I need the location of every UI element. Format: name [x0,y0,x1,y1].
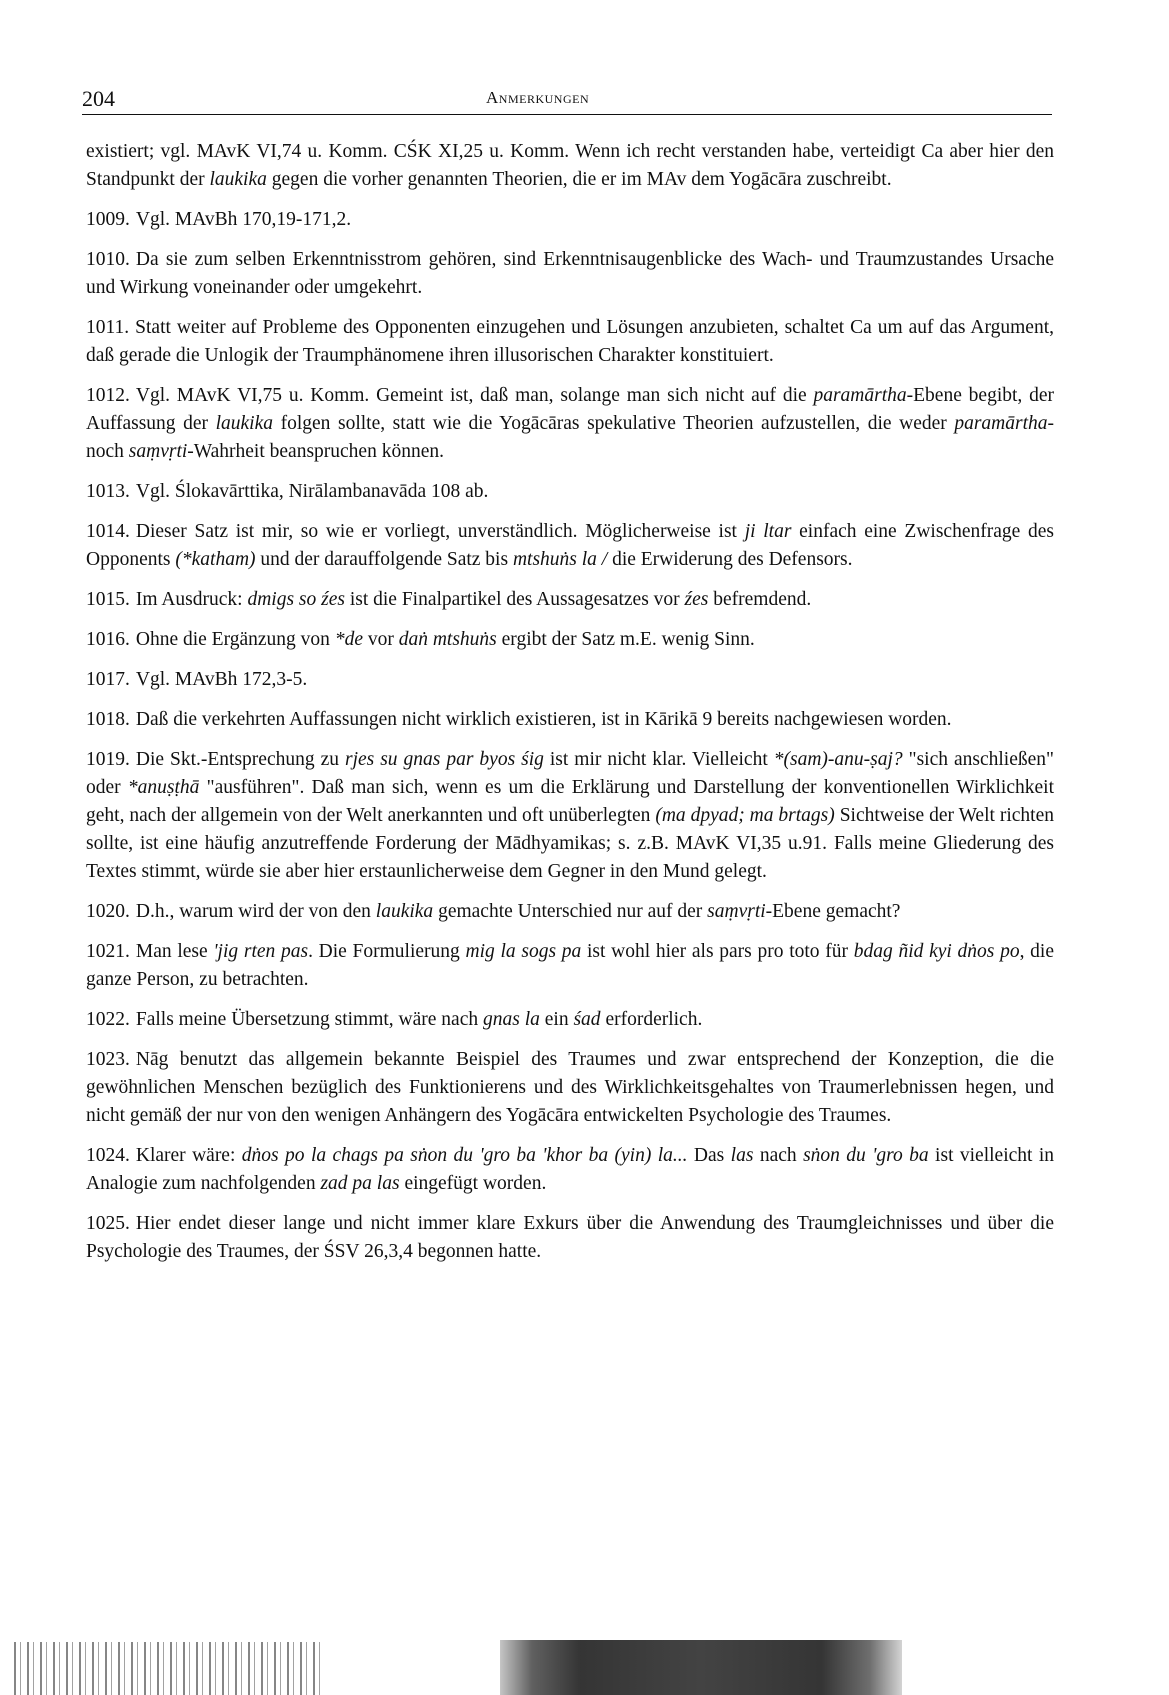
endnote-number: 1017. [86,669,130,690]
endnote [86,938,1054,994]
endnote-text: Ohne die Ergänzung von [135,629,335,650]
endnote-number: 1025. [86,1213,130,1234]
endnote-term: daṅ mtshuṅs [398,629,497,650]
endnote-text: "sich anschließen" oder [86,749,1054,798]
endnote-text: , die ganze Person, zu betrachten. [86,941,1054,990]
endnote-term: paramārtha [813,385,907,406]
endnote-number: 1012. [86,385,130,406]
endnote-term: mtshuṅs la / [512,549,608,570]
endnote-term: sṅon du 'gro ba [803,1145,929,1166]
endnote-number: 1023. [86,1049,130,1070]
endnote-text: ist wohl hier als pars pro toto für [581,941,854,962]
endnote-text: einfach eine Zwischenfrage des Opponents [86,521,1054,570]
endnote-term: laukika [209,169,267,190]
endnote [86,898,1054,926]
endnotes-list [86,138,1054,1278]
endnote-text: Die Skt.-Entsprechung zu [135,749,345,770]
endnote-text: Vgl. MAvBh 170,19-171,2. [135,209,352,230]
endnote-term: (*katham) [175,549,256,570]
endnote-text: Da sie zum selben Erkenntnisstrom gehören, sind Erkenntnisaugenblicke des Wach- und Traumzustandes Ursache und Wirkung voneinander oder umgekehrt. [86,249,1054,298]
endnote [86,1142,1054,1198]
endnote-number: 1024. [86,1145,130,1166]
endnote-number: 1021. [86,941,130,962]
endnote-number: 1020. [86,901,130,922]
endnote-text: Nāg benutzt das allgemein bekannte Beispiel des Traumes und zwar entsprechend der Konzeption, die die gewöhnlichen Menschen bezüglich des Funktionierens und des Wirklichkeitsgehaltes von Traumerlebnissen hegen, und nicht gemäß der nur von den wenigen Anhängern des Yogācāra entwickelten Psychologie des Traumes. [86,1049,1054,1126]
endnote-text: Das [687,1145,731,1166]
scan-artifacts [0,1630,1169,1695]
endnote-text: Man lese [135,941,214,962]
endnote-term: saṃvṛti [707,901,766,922]
endnote-term: *de [334,629,363,650]
endnote-term: (ma dpyad; ma brtags) [655,805,835,826]
endnote-number: 1018. [86,709,130,730]
endnote-text: nach [753,1145,804,1166]
endnote-term: rjes su gnas par byos śig [344,749,544,770]
endnote-text: ist vielleicht in Analogie zum nachfolgenden [86,1145,1055,1194]
endnote-text: -Wahrheit beanspruchen können. [187,441,444,462]
endnote-text: vor [362,629,399,650]
endnote-number: 1010. [86,249,130,270]
endnote-term: paramārtha- [954,413,1054,434]
endnote [86,1210,1054,1266]
endnote-text: . Die Formulierung [308,941,466,962]
endnote-text: noch [86,441,129,462]
endnote-text: Hier endet dieser lange und nicht immer klare Exkurs über die Anwendung des Traumgleichnisses und über die Psychologie des Traumes, der ŚSV 26,3,4 begonnen hatte. [86,1213,1054,1262]
endnote [86,626,1054,654]
endnote-text: Vgl. MAvBh 172,3-5. [135,669,308,690]
endnote-term: 'jig rten pas [213,941,309,962]
endnote-number: 1015. [86,589,130,610]
endnote-text: ein [539,1009,574,1030]
endnote [86,746,1054,886]
endnote [86,586,1054,614]
endnote-term: ji ltar [744,521,792,542]
endnote-term: saṃvṛti [128,441,188,462]
endnote-text: Im Ausdruck: [135,589,248,610]
endnote-term: las [730,1145,754,1166]
endnote [86,382,1054,466]
endnote [86,138,1054,194]
endnote-number: 1013. [86,481,130,502]
endnote-text: ergibt der Satz m.E. wenig Sinn. [496,629,755,650]
endnote-text: Daß die verkehrten Auffassungen nicht wirklich existieren, ist in Kārikā 9 bereits nachgewiesen worden. [135,709,952,730]
endnote-text: Vgl. MAvK VI,75 u. Komm. Gemeint ist, daß man, solange man sich nicht auf die [135,385,814,406]
endnote-term: zad pa las [320,1173,400,1194]
page-header [82,82,1052,115]
endnote-text: Falls meine Übersetzung stimmt, wäre nach [135,1009,483,1030]
endnote [86,666,1054,694]
endnote-text: Dieser Satz ist mir, so wie er vorliegt, unverständlich. Möglicherweise ist [135,521,745,542]
endnote-text: Vgl. Ślokavārttika, Nirālambanavāda 108 ab. [135,481,489,502]
scan-noise-right [500,1640,902,1695]
endnote [86,314,1054,370]
endnote-term: dmigs so źes [247,589,345,610]
endnote-text: eingefügt worden. [399,1173,547,1194]
endnote-number: 1011. [86,317,130,338]
endnote-term: bdag ñid kyi dṅos po [853,941,1020,962]
running-head: Anmerkungen [486,88,590,107]
endnote [86,246,1054,302]
endnote-term: źes [684,589,709,610]
endnote-text: gegen die vorher genannten Theorien, die er im MAv dem Yogācāra zuschreibt. [266,169,892,190]
endnote-text: "ausführen". Daß man sich, wenn es um die Erklärung und Darstellung der konventionellen Wirklichkeit geht, nach der allgemein von der Welt anerkannten und oft unüberlegten [86,777,1054,826]
endnote-number: 1009. [86,209,130,230]
endnote-text: die Erwiderung des Defensors. [607,549,853,570]
endnote-text: -Ebene begibt, der Auffassung der [86,385,1054,434]
endnote-text: befremdend. [708,589,812,610]
endnote-text: Klarer wäre: [135,1145,242,1166]
endnote-text: -Ebene gemacht? [765,901,901,922]
endnote [86,206,1054,234]
endnote-number: 1019. [86,749,130,770]
endnote-text: und der darauffolgende Satz bis [255,549,513,570]
scan-noise-left [14,1642,324,1695]
endnote-number: 1014. [86,521,130,542]
endnote-text: ist die Finalpartikel des Aussagesatzes vor [344,589,685,610]
page-number: 204 [82,86,115,111]
endnote [86,478,1054,506]
endnote-term: laukika [375,901,434,922]
endnote-text: existiert; vgl. MAvK VI,74 u. Komm. CŚK XI,25 u. Komm. Wenn ich recht verstanden habe, verteidigt Ca aber hier den Standpunkt der [86,141,1054,190]
endnote-text: erforderlich. [600,1009,703,1030]
endnote-text: Statt weiter auf Probleme des Opponenten einzugehen und Lösungen anzubieten, schaltet Ca um auf das Argument, daß gerade die Unlogik der Traumphänomene ihren illusorischen Charakter konstituiert. [86,317,1054,366]
endnote-text: D.h., warum wird der von den [135,901,376,922]
endnote-text: ist mir nicht klar. Vielleicht [543,749,774,770]
endnote-term: *(sam)-anu-ṣaj? [773,749,903,770]
endnote [86,1006,1054,1034]
endnote-term: dṅos po la chags pa sṅon du 'gro ba 'khor ba (yin) la... [241,1145,688,1166]
endnote-term: śad [573,1009,601,1030]
endnote-term: mig la sogs pa [465,941,582,962]
endnote-term: laukika [215,413,274,434]
endnote [86,1046,1054,1130]
endnote-number: 1016. [86,629,130,650]
endnote-number: 1022. [86,1009,130,1030]
endnote-text: Sichtweise der Welt richten sollte, ist eine häufig anzutreffende Forderung der Mādhyamikas; s. z.B. MAvK VI,35 u.91. Falls meine Gliederung des Textes stimmt, würde sie aber hier erstaunlicherweise dem Gegner in den Mund gelegt. [86,805,1054,882]
endnote-term: *anuṣṭhā [127,777,200,798]
endnote-text: gemachte Unterschied nur auf der [433,901,708,922]
endnote [86,706,1054,734]
endnote-text: folgen sollte, statt wie die Yogācāras spekulative Theorien aufzustellen, die weder [273,413,955,434]
endnote-term: gnas la [483,1009,540,1030]
endnote [86,518,1054,574]
